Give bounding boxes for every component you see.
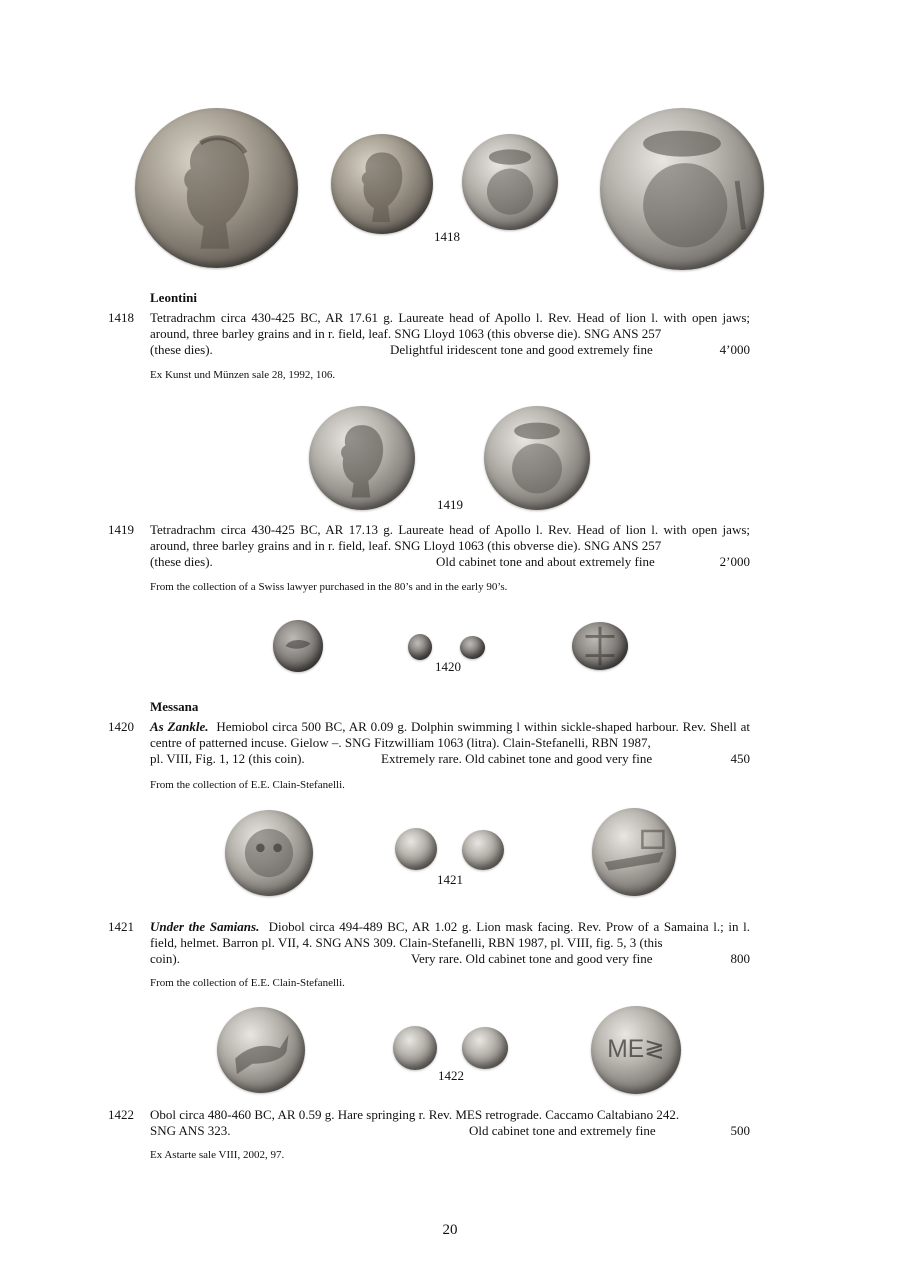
coin-1419-obverse [309, 406, 415, 510]
coin-1418-obverse [331, 134, 433, 234]
lot-number: 1420 [108, 719, 134, 734]
coin-1421-obverse-enlarged [225, 810, 313, 896]
coin-1421-reverse [462, 830, 504, 870]
lot-1419-entry [108, 522, 750, 570]
coin-1421-reverse-enlarged [592, 808, 676, 896]
lot-description: Tetradrachm circa 430-425 BC, AR 17.13 g. Laureate head of Apollo l. Rev. Head of lion l. with open jaws; around, three barley grains and in r. field, leaf. SNG Lloyd 1063 (this obverse die). SNG ANS 257 [150, 522, 750, 553]
lot-1418-image-label: 1418 [434, 229, 460, 244]
lot-grade: Extremely rare. Old cabinet tone and good very fine [381, 751, 653, 766]
lot-description: Hemiobol circa 500 BC, AR 0.09 g. Dolphin swimming l within sickle-shaped harbour. Rev. Shell at centre of patterned incuse. Gielow –. SNG Fitzwilliam 1063 (litra). Clain-Stefanelli, RBN 1987, [150, 719, 750, 750]
lot-1420-entry [108, 719, 750, 767]
lot-1421-image-label: 1421 [437, 872, 463, 887]
lot-1422-image-label: 1422 [438, 1068, 464, 1083]
coin-1418-obverse-enlarged [135, 108, 298, 268]
lot-1420-provenance: From the collection of E.E. Clain-Stefanelli. [150, 779, 345, 791]
lot-description: Diobol circa 494-489 BC, AR 1.02 g. Lion mask facing. Rev. Prow of a Samaina l.; in l. field, helmet. Barron pl. VII, 4. SNG ANS 309. Clain-Stefanelli, RBN 1987, pl. VIII, fig. 5, 3 (this [150, 919, 750, 950]
coin-1418-reverse [462, 134, 558, 230]
lot-grade: Old cabinet tone and about extremely fine [436, 554, 655, 569]
lot-description-end: (these dies). [150, 554, 213, 569]
coin-legend: ME≷ [607, 1036, 665, 1064]
lot-description-end: SNG ANS 323. [150, 1123, 231, 1138]
mint-heading-leontini: Leontini [150, 290, 197, 305]
lot-grade: Very rare. Old cabinet tone and good very fine [411, 951, 653, 966]
lot-description-end: (these dies). [150, 342, 213, 357]
lot-1422-entry [108, 1107, 750, 1139]
lot-1420-image-label: 1420 [435, 659, 461, 674]
lot-description: Tetradrachm circa 430-425 BC, AR 17.61 g. Laureate head of Apollo l. Rev. Head of lion l. with open jaws; around, three barley grains and in r. field, leaf. SNG Lloyd 1063 (this obverse die). SNG ANS 257 [150, 310, 750, 341]
lot-1419-provenance: From the collection of a Swiss lawyer purchased in the 80’s and in the early 90’s. [150, 581, 508, 593]
coin-1421-obverse [395, 828, 437, 870]
lot-grade: Delightful iridescent tone and good extremely fine [390, 342, 653, 357]
lot-number: 1418 [108, 310, 134, 325]
lot-number: 1421 [108, 919, 134, 934]
lot-price: 450 [730, 751, 750, 766]
lot-title: As Zankle. [150, 719, 209, 734]
coin-1420-obverse-enlarged [273, 620, 323, 672]
coin-1418-reverse-enlarged [600, 108, 764, 270]
lot-number: 1419 [108, 522, 134, 537]
lot-grade: Old cabinet tone and extremely fine [469, 1123, 656, 1138]
mint-heading-messana: Messana [150, 699, 199, 714]
coin-1419-reverse [484, 406, 590, 510]
lot-description-end: coin). [150, 951, 180, 966]
lot-description-end: pl. VIII, Fig. 1, 12 (this coin). [150, 751, 305, 766]
lot-price: 800 [730, 951, 750, 966]
lot-1418-provenance: Ex Kunst und Münzen sale 28, 1992, 106. [150, 369, 336, 381]
lot-1419-image-label: 1419 [437, 497, 463, 512]
lot-price: 4’000 [719, 342, 750, 357]
coin-1420-reverse-enlarged [572, 622, 628, 670]
lot-price: 500 [730, 1123, 750, 1138]
lot-1418-entry [108, 310, 750, 358]
lot-title: Under the Samians. [150, 919, 260, 934]
coin-1422-reverse [462, 1027, 508, 1069]
lot-number: 1422 [108, 1107, 134, 1122]
lot-1422-provenance: Ex Astarte sale VIII, 2002, 97. [150, 1149, 285, 1161]
coin-1422-obverse-enlarged [217, 1007, 305, 1093]
coin-1420-reverse [460, 636, 485, 659]
coin-1422-obverse [393, 1026, 437, 1070]
coin-1420-obverse [408, 634, 432, 660]
page-number: 20 [442, 1222, 458, 1238]
lot-description: Obol circa 480-460 BC, AR 0.59 g. Hare springing r. Rev. MES retrograde. Caccamo Caltabiano 242. [150, 1107, 680, 1122]
lot-price: 2’000 [719, 554, 750, 569]
lot-1421-provenance: From the collection of E.E. Clain-Stefanelli. [150, 977, 345, 989]
coin-1422-reverse-enlarged [591, 1006, 681, 1094]
lot-1421-entry [108, 919, 750, 967]
